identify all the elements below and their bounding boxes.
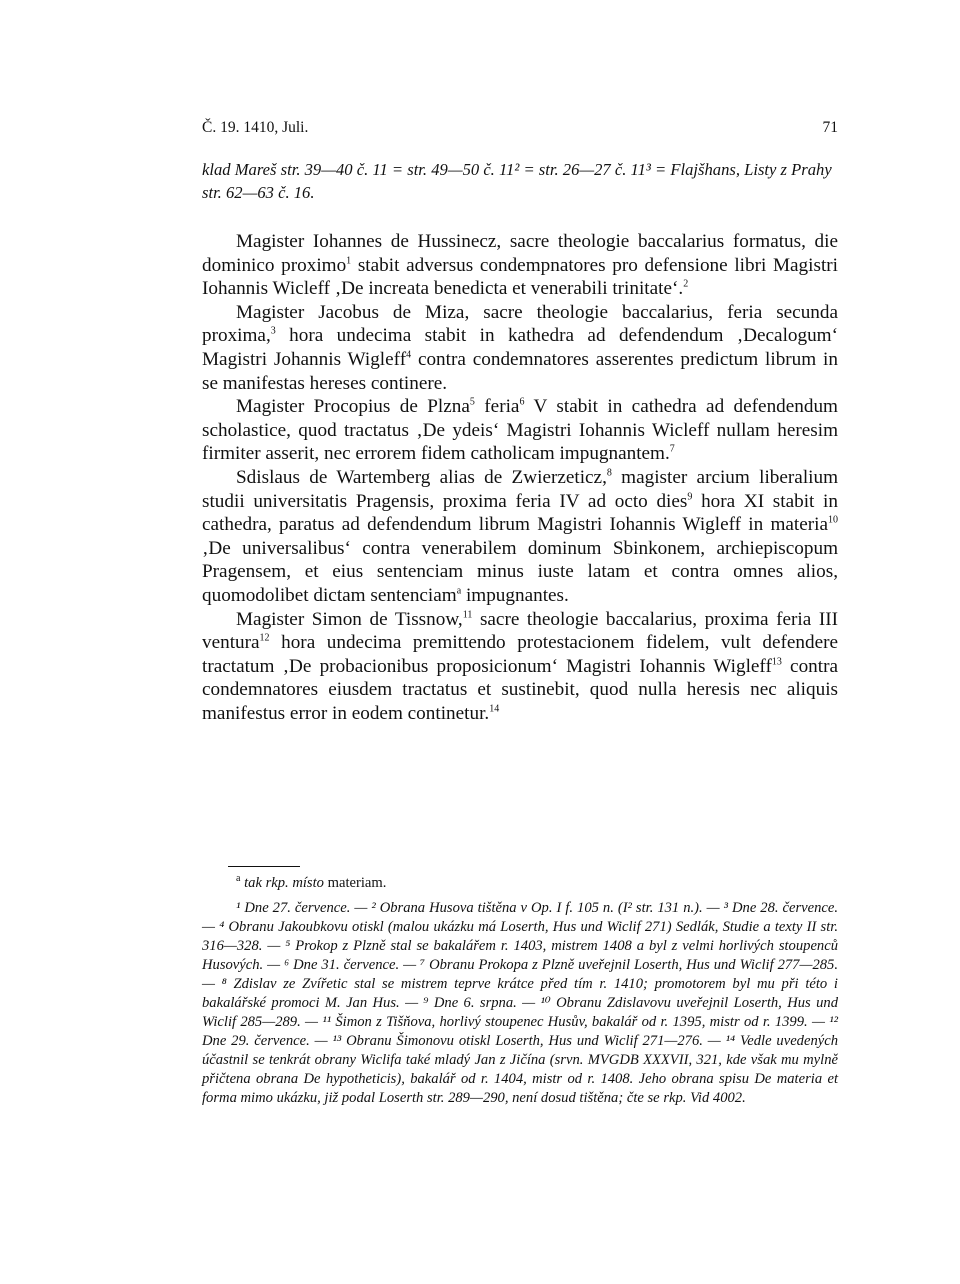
footnote-ref: 1 <box>346 255 352 267</box>
header-left: Č. 19. 1410, Juli. <box>202 119 309 136</box>
paragraph: Magister Jacobus de Miza, sacre theologie baccalarius, feria secunda proxima,$^3$ hora undecima stabit in kathedra ad defendendum ‚Decalogum‘ Magistri Johannis Wigleff$^4$ contra condemnatores asserentes predictum librum in se manifestas hereses continere. <box>202 301 838 394</box>
footnote-ref: 5 <box>469 396 475 408</box>
footnote-mark: a <box>236 873 241 885</box>
intro-note: klad Mareš str. 39—40 č. 11 = str. 49—50 č. 11² = str. 26—27 č. 11³ = Flajšhans, Listy z Prahy str. 62—63 č. 16. <box>202 160 832 202</box>
footnote-ref: 3 <box>270 325 276 337</box>
footnote-ref: a <box>456 585 462 597</box>
paragraph: Magister Iohannes de Hussinecz, sacre theologie baccalarius formatus, die dominico proximo$^1$ stabit adversus condempnatores pro defensione libri Magistri Iohannis Wicleff ‚De increata benedicta et venerabili trinitate‘.$^2$ <box>202 231 838 300</box>
paragraph: Magister Simon de Tissnow,$^{11}$ sacre theologie baccalarius, proxima feria III ventura$^{12}$ hora undecima premittendo protestacionem fidelem, vult defendere tractatum ‚De probacionibus proposicionum‘ Magistri Iohannis Wigleff$^{13}$ contra condemnatores eiusdem tractatus et sustinebit, quod nulla heresis nec aliquis manifestus error in eodem continetur.$^{14}$ <box>202 608 838 724</box>
main-text <box>202 230 838 725</box>
footnotes <box>202 874 838 1108</box>
footnote-ref: 11 <box>462 609 473 621</box>
page-number: 71 <box>822 119 838 136</box>
paragraph: Magister Procopius de Plzna$^5$ feria$^6$ V stabit in cathedra ad defendendum scholastice, quod tractatus ‚De ydeis‘ Magistri Iohannis Wicleff nullam heresim firmiter asserit, nec errorem fidem catholicam impugnantem.$^7$ <box>202 396 838 465</box>
footnote-ref: 10 <box>828 514 838 526</box>
footnote-textual: $^a$ tak rkp. místo materiam. <box>236 873 387 891</box>
footnote-ref: 6 <box>519 396 525 408</box>
footnote-ref: 9 <box>687 491 693 503</box>
footnote-ref: 12 <box>259 632 270 644</box>
footnote-commentary: ¹ Dne 27. července. — ² Obrana Husova tištěna v Op. I f. 105 n. (I² str. 131 n.). — ³ Dne 28. července. — ⁴ Obranu Jakoubkovu otiskl (malou ukázku má Loserth, Hus und Wiclif 271) Sedlák, Studie a texty II str. 316—328. — ⁵ Prokop z Plzně stal se bakalářem r. 1403, mistrem 1408 a byl z velmi horlivých stoupenců Husových. — ⁶ Dne 31. července. — ⁷ Obranu Prokopa z Plzně uveřejnil Loserth, Hus und Wiclif 277—285. — ⁸ Zdislav ze Zvířetic stal se mistrem teprve krátce před tím r. 1410; promotorem byl mu při této i bakalářské promoci M. Jan Hus. — ⁹ Dne 6. srpna. — ¹⁰ Obranu Zdislavovu uveřejnil Loserth, Hus und Wiclif 285—289. — ¹¹ Šimon z Tišňova, horlivý stoupenec Husův, bakalář od r. 1395, mistr od r. 1399. — ¹² Dne 29. července. — ¹³ Obranu Šimonovu otiskl Loserth, Hus und Wiclif 271—276. — ¹⁴ Vedle uvedených účastnil se tenkrát obrany Wiclifa také mladý Jan z Jičína (srvn. MVGDB XXXVII, 321, kde však mu mylně přičtena obrana De hypotheticis), bakalář od r. 1404, mistr od r. 1408. Jeho obrana spisu De materia et forma mimo ukázku, již podal Loserth str. 289—290, není dosud tištěna; čte se rkp. Vid 4002. <box>202 900 838 1106</box>
running-header <box>202 119 838 141</box>
footnote-ref: 8 <box>606 467 612 479</box>
footnote-ref: 2 <box>683 278 689 290</box>
paragraph: Sdislaus de Wartemberg alias de Zwierzeticz,$^8$ magister arcium liberalium studii universitatis Pragensis, proxima feria IV ad octo dies$^9$ hora XI stabit in cathedra, paratus ad defendendum librum Magistri Iohannis Wigleff in materia$^{10}$ ‚De universalibus‘ contra venerabilem dominum Sbinkonem, archiepiscopum Pragensem, et eius sentenciam minus iuste latam et contra omnes alios, quomodolibet dictam sentenciam$^a$ impugnantes. <box>202 466 838 606</box>
footnote-ref: 4 <box>406 349 412 361</box>
footnote-ref: 14 <box>489 703 500 715</box>
footnote-divider <box>228 866 300 867</box>
footnote-ref: 7 <box>669 443 675 455</box>
footnote-ref: 13 <box>771 656 782 668</box>
